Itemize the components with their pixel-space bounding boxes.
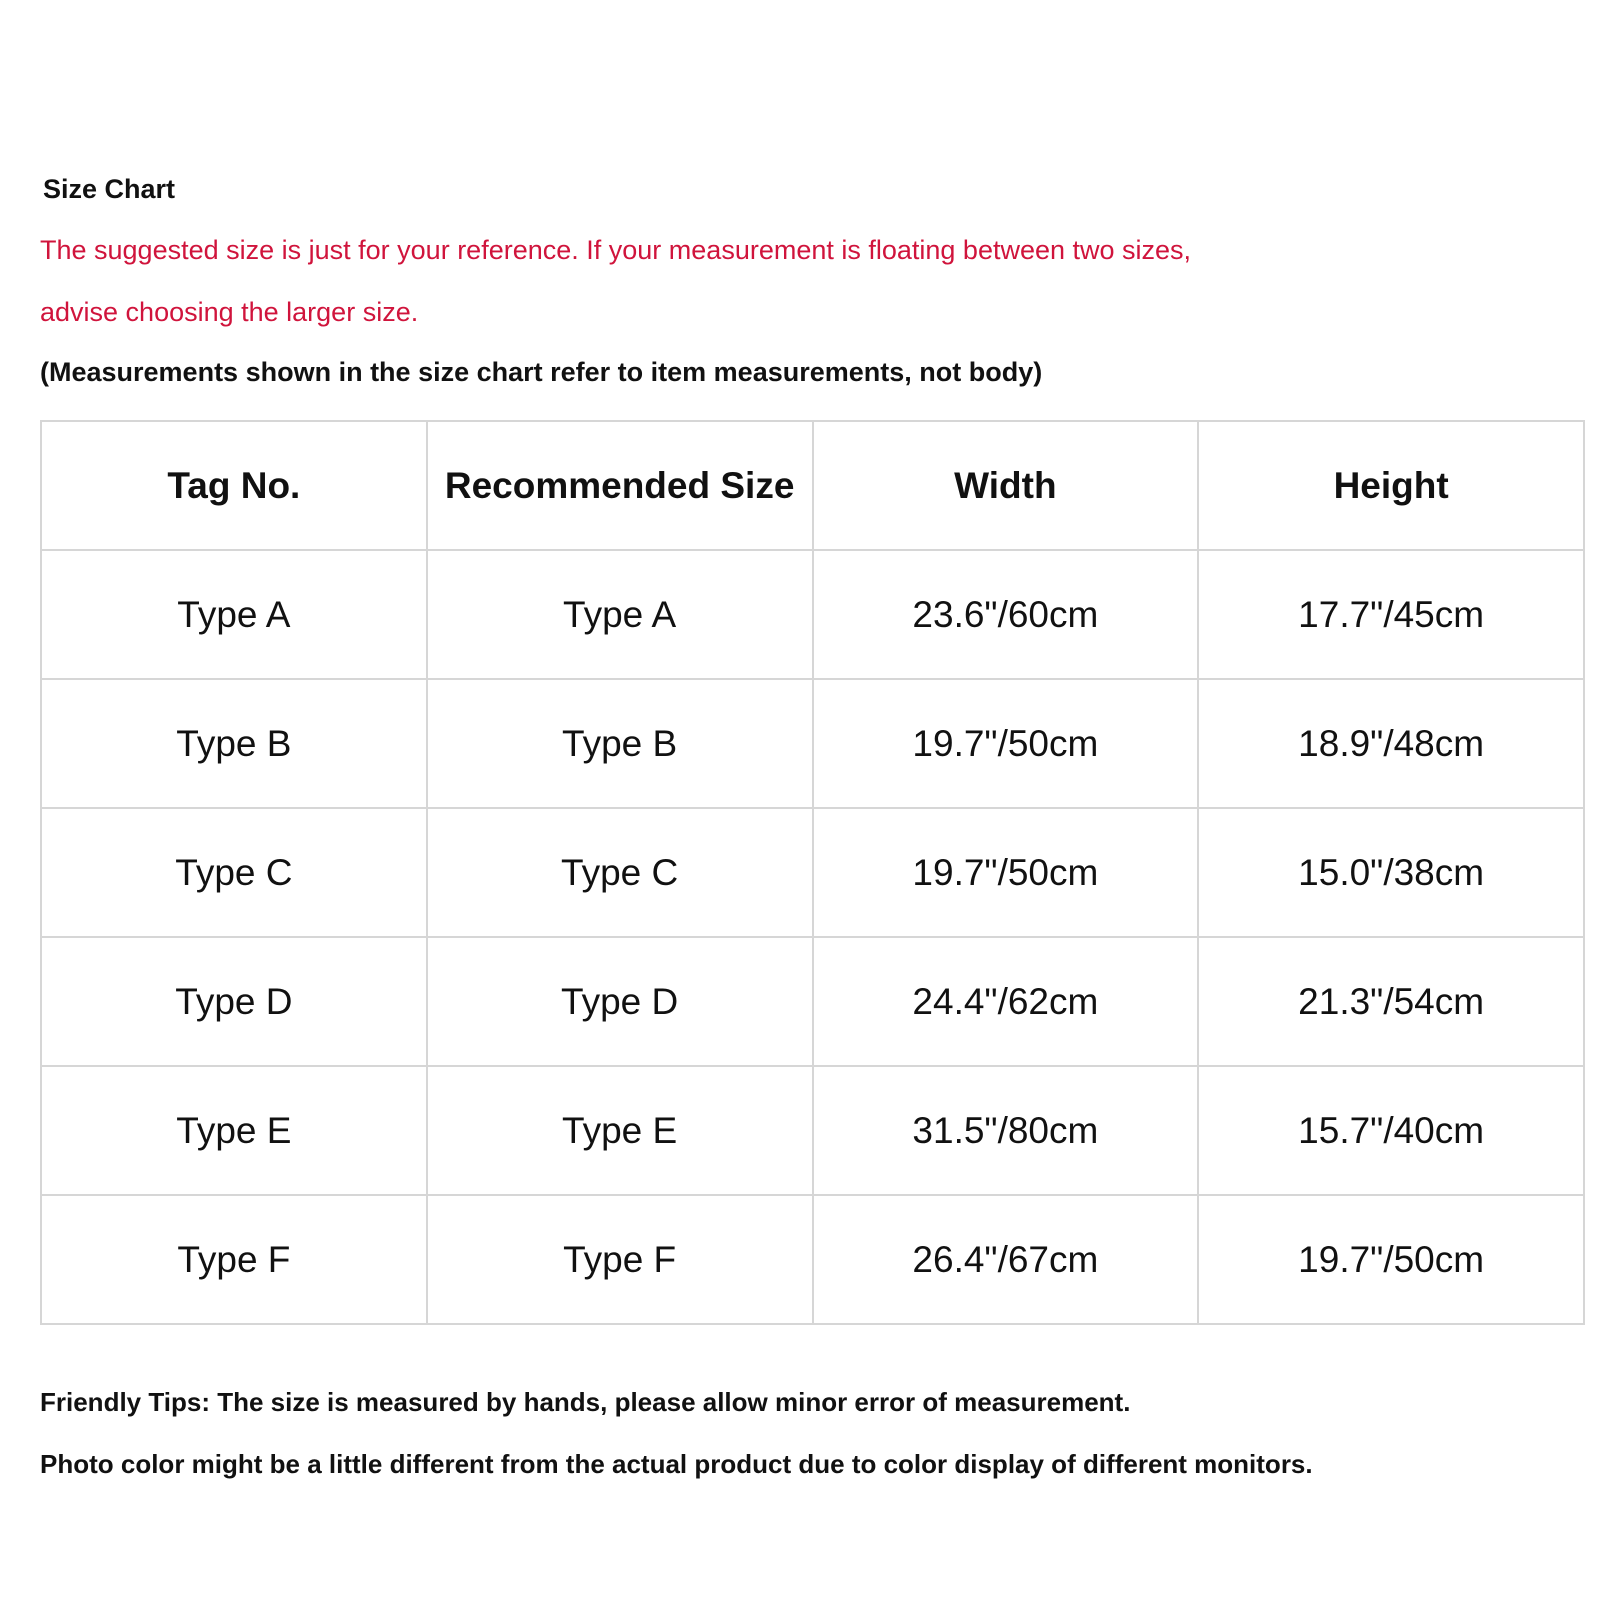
cell-recommended-size: Type A — [427, 550, 813, 679]
page-title: Size Chart — [43, 174, 176, 204]
notice-line-2: advise choosing the larger size. — [40, 297, 419, 327]
table-row — [41, 937, 1584, 1066]
table-header-row — [41, 421, 1584, 550]
cell-width: 19.7"/50cm — [813, 679, 1199, 808]
cell-recommended-size: Type B — [427, 679, 813, 808]
table-row — [41, 550, 1584, 679]
cell-tag-no: Type C — [41, 808, 427, 937]
header-width: Width — [813, 421, 1199, 550]
friendly-tip-line-1: Friendly Tips: The size is measured by hands, please allow minor error of measurement. — [40, 1387, 1131, 1417]
cell-height: 15.7"/40cm — [1198, 1066, 1584, 1195]
cell-height: 17.7"/45cm — [1198, 550, 1584, 679]
cell-width: 31.5"/80cm — [813, 1066, 1199, 1195]
cell-width: 19.7"/50cm — [813, 808, 1199, 937]
table-row — [41, 1195, 1584, 1324]
cell-height: 21.3"/54cm — [1198, 937, 1584, 1066]
header-recommended-size: Recommended Size — [427, 421, 813, 550]
size-table — [40, 420, 1585, 1325]
cell-tag-no: Type D — [41, 937, 427, 1066]
cell-tag-no: Type F — [41, 1195, 427, 1324]
table-row — [41, 808, 1584, 937]
header-height: Height — [1198, 421, 1584, 550]
cell-recommended-size: Type D — [427, 937, 813, 1066]
table-row — [41, 1066, 1584, 1195]
friendly-tip-line-2: Photo color might be a little different from the actual product due to color display of different monitors. — [40, 1449, 1313, 1479]
cell-tag-no: Type E — [41, 1066, 427, 1195]
cell-tag-no: Type B — [41, 679, 427, 808]
cell-height: 19.7"/50cm — [1198, 1195, 1584, 1324]
cell-recommended-size: Type E — [427, 1066, 813, 1195]
cell-width: 24.4"/62cm — [813, 937, 1199, 1066]
cell-recommended-size: Type F — [427, 1195, 813, 1324]
cell-height: 15.0"/38cm — [1198, 808, 1584, 937]
cell-height: 18.9"/48cm — [1198, 679, 1584, 808]
measurement-note: (Measurements shown in the size chart refer to item measurements, not body) — [40, 357, 1043, 387]
header-tag-no: Tag No. — [41, 421, 427, 550]
cell-width: 23.6"/60cm — [813, 550, 1199, 679]
table-row — [41, 679, 1584, 808]
cell-recommended-size: Type C — [427, 808, 813, 937]
cell-width: 26.4"/67cm — [813, 1195, 1199, 1324]
cell-tag-no: Type A — [41, 550, 427, 679]
notice-line-1: The suggested size is just for your reference. If your measurement is floating between two sizes, — [40, 235, 1192, 265]
